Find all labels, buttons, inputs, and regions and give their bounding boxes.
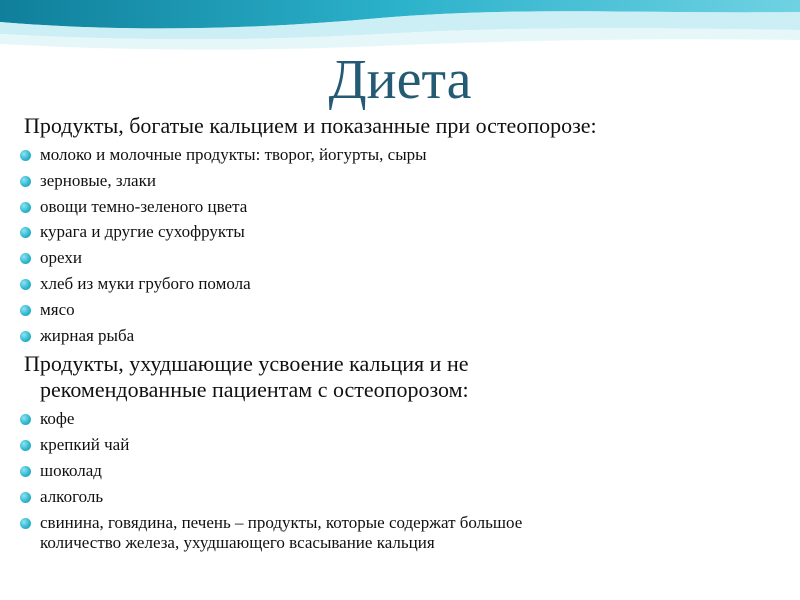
calcium-inhibiting-list: [18, 409, 788, 552]
list-item: орехи: [18, 248, 788, 268]
section-heading-calcium-rich: Продукты, богатые кальцием и показанные при остеопорозе:: [24, 113, 597, 138]
last-item-line-1: свинина, говядина, печень – продукты, которые содержат большое: [40, 512, 523, 532]
bullet-icon: [20, 331, 31, 342]
list-item: мясо: [18, 300, 788, 320]
bullet-icon: [20, 466, 31, 477]
list-item: жирная рыба: [18, 326, 788, 346]
list-item: курага и другие сухофрукты: [18, 222, 788, 242]
list-item: зерновые, злаки: [18, 171, 788, 191]
heading-line-2: рекомендованные пациентам с остеопорозом:: [40, 377, 469, 403]
list-item: крепкий чай: [18, 435, 788, 455]
slide-content: [18, 113, 788, 558]
bullet-icon: [20, 492, 31, 503]
bullet-icon: [20, 279, 31, 290]
bullet-icon: [20, 440, 31, 451]
bullet-icon: [20, 414, 31, 425]
list-item: кофе: [18, 409, 788, 429]
bullet-icon: [20, 150, 31, 161]
bullet-icon: [20, 227, 31, 238]
calcium-rich-list: [18, 145, 788, 346]
list-item: молоко и молочные продукты: творог, йогурты, сыры: [18, 145, 788, 165]
bullet-icon: [20, 253, 31, 264]
list-item: овощи темно-зеленого цвета: [18, 197, 788, 217]
last-item-line-2: количество железа, ухудшающего всасывание кальция: [40, 532, 435, 552]
list-item: шоколад: [18, 461, 788, 481]
bullet-icon: [20, 176, 31, 187]
section-heading-calcium-inhibiting: [18, 351, 788, 403]
bullet-icon: [20, 518, 31, 529]
bullet-icon: [20, 202, 31, 213]
slide-title: Диета: [328, 49, 472, 111]
list-item: [18, 513, 788, 553]
list-item: алкоголь: [18, 487, 788, 507]
heading-line-1: Продукты, ухудшающие усвоение кальция и не: [24, 351, 469, 377]
list-item: хлеб из муки грубого помола: [18, 274, 788, 294]
bullet-icon: [20, 305, 31, 316]
